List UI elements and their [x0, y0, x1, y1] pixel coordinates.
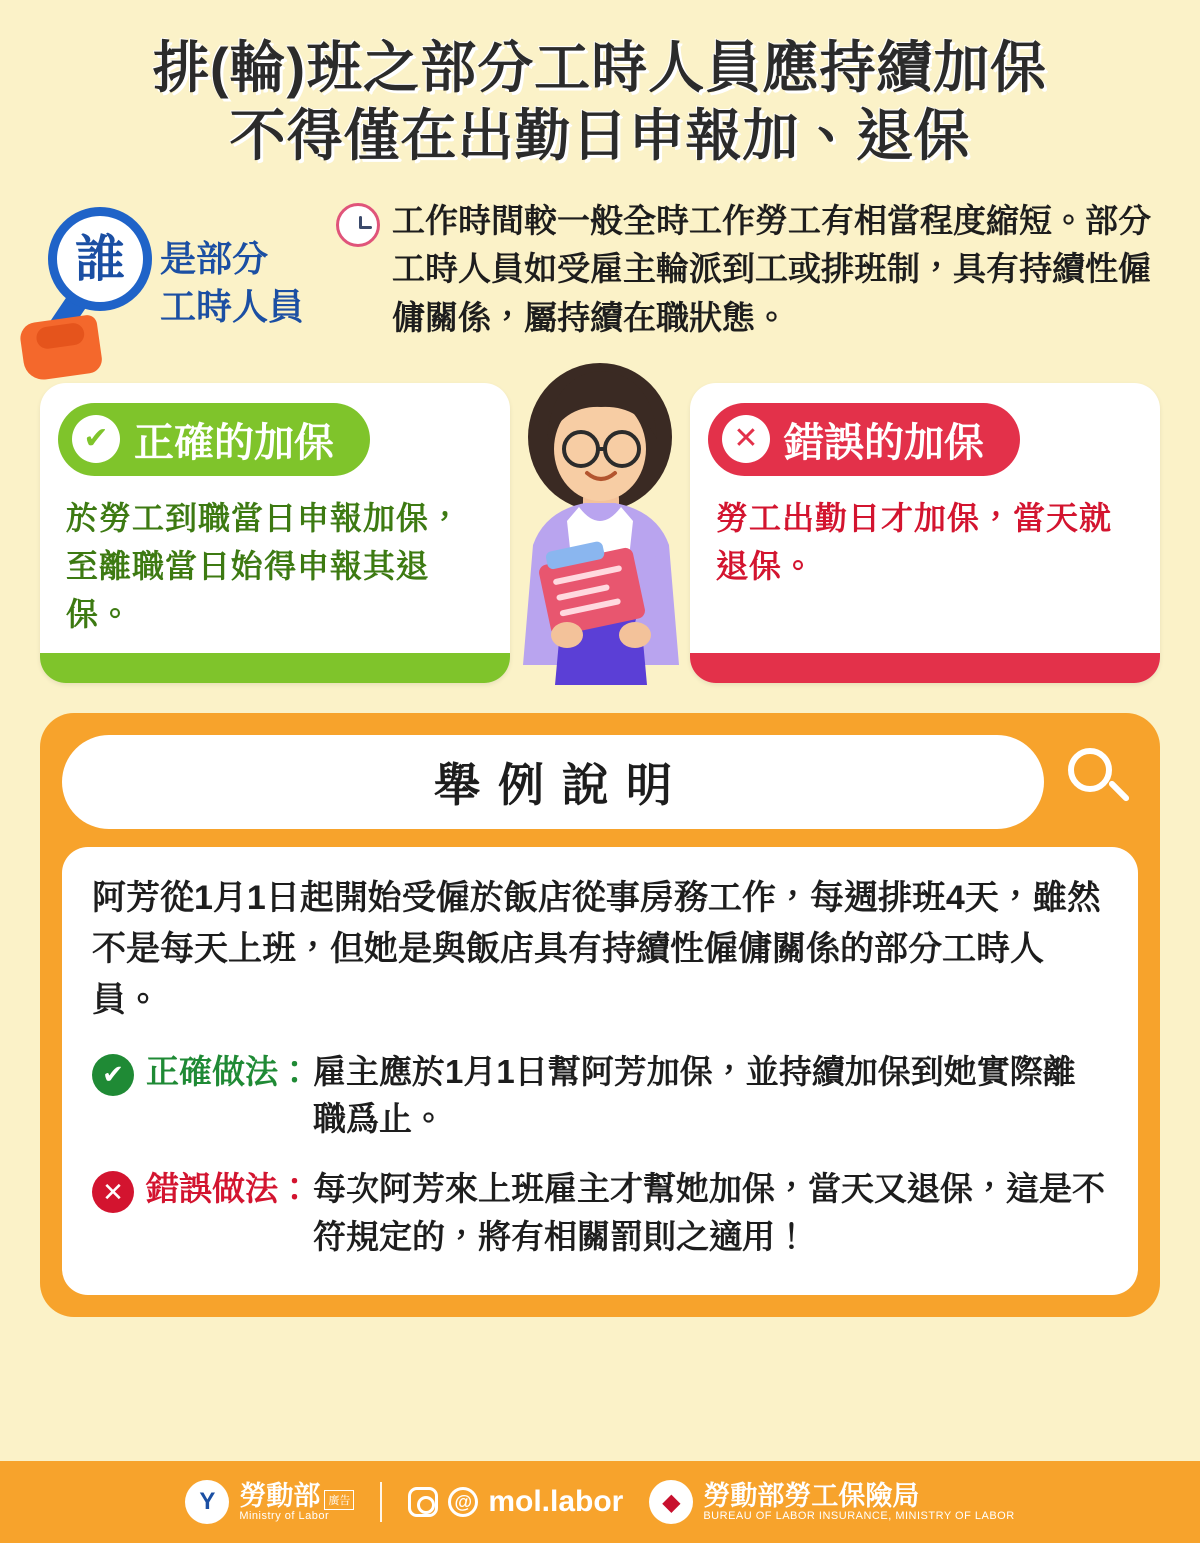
who-left-group — [40, 197, 330, 357]
correct-card-body: 於勞工到職當日申報加保，至離職當日始得申報其退保。 — [66, 499, 463, 632]
magnifier-lens — [48, 207, 152, 311]
social-group[interactable] — [408, 1485, 623, 1519]
ministry-name: 勞動部 — [239, 1480, 321, 1511]
example-title-row — [62, 735, 1138, 829]
example-row-incorrect — [92, 1165, 1108, 1261]
example-body — [62, 847, 1138, 1295]
correct-card-footer-bar — [40, 653, 510, 683]
instagram-icon[interactable] — [408, 1487, 438, 1517]
threads-icon[interactable]: @ — [448, 1487, 478, 1517]
example-panel — [40, 713, 1160, 1317]
incorrect-card-header — [708, 403, 1020, 476]
bureau-name: 勞動部勞工保險局 — [703, 1480, 920, 1511]
example-incorrect-text: 每次阿芳來上班雇主才幫她加保，當天又退保，這是不符規定的，將有相關罰則之適用！ — [313, 1170, 1105, 1256]
incorrect-enrollment-card — [690, 383, 1160, 683]
worker-illustration — [475, 345, 725, 685]
cross-icon: ✕ — [722, 415, 770, 463]
example-row-correct — [92, 1048, 1108, 1144]
correct-card-title: 正確的加保 — [134, 420, 334, 465]
cross-icon: ✕ — [92, 1171, 134, 1213]
incorrect-card-body: 勞工出勤日才加保，當天就退保。 — [716, 499, 1113, 584]
who-label-line-2: 工時人員 — [160, 286, 305, 328]
who-section — [0, 171, 1200, 357]
bureau-brand — [649, 1480, 1014, 1524]
search-icon-handle — [1108, 779, 1131, 802]
example-title: 舉例說明 — [62, 735, 1044, 829]
magnifier-char: 誰 — [75, 230, 125, 287]
example-intro-text: 阿芳從1月1日起開始受僱於飯店從事房務工作，每週排班4天，雖然不是每天上班，但她是與飯店具有持續性僱傭關係的部分工時人員。 — [92, 878, 1101, 1019]
footer-bar — [0, 1461, 1200, 1543]
who-description: 工作時間較一般全時工作勞工有相當程度縮短。部分工時人員如受雇主輪派到工或排班制，具有持續性僱傭關係，屬持續在職狀態。 — [392, 201, 1151, 337]
example-correct-label: 正確做法： — [146, 1052, 311, 1090]
correct-card-header — [58, 403, 370, 476]
search-icon — [1062, 744, 1138, 820]
incorrect-card-footer-bar — [690, 653, 1160, 683]
ministry-name-en: Ministry of Labor — [239, 1510, 330, 1523]
magnifier-icon — [40, 207, 160, 357]
ministry-brand — [185, 1480, 354, 1524]
who-right-group — [330, 197, 1160, 343]
example-incorrect-label: 錯誤做法： — [146, 1170, 311, 1208]
social-handle[interactable]: mol.labor — [488, 1485, 624, 1518]
footer-divider — [380, 1482, 382, 1522]
page-title-line-1: 排(輪)班之部分工時人員應持續加保 — [152, 36, 1048, 99]
example-correct-text: 雇主應於1月1日幫阿芳加保，並持續加保到她實際離職爲止。 — [313, 1052, 1076, 1138]
who-label — [160, 207, 304, 332]
incorrect-card-title: 錯誤的加保 — [784, 420, 984, 465]
check-icon: ✔ — [72, 415, 120, 463]
clock-icon — [336, 203, 380, 247]
compare-section — [0, 383, 1200, 683]
who-label-line-1: 是部分 — [160, 237, 269, 279]
hand-icon — [18, 313, 103, 381]
who-point — [336, 197, 1160, 343]
bureau-logo-icon: ◆ — [649, 1480, 693, 1524]
correct-enrollment-card — [40, 383, 510, 683]
bureau-name-en: BUREAU OF LABOR INSURANCE, MINISTRY OF LABOR — [703, 1510, 1015, 1523]
ministry-ad-tag: 廣告 — [324, 1490, 354, 1510]
check-icon: ✔ — [92, 1054, 134, 1096]
page-title-line-2: 不得僅在出勤日申報加、退保 — [229, 104, 971, 168]
ministry-logo-icon: Y — [185, 1480, 229, 1524]
search-icon-ring — [1068, 748, 1112, 792]
page-title — [0, 0, 1200, 171]
